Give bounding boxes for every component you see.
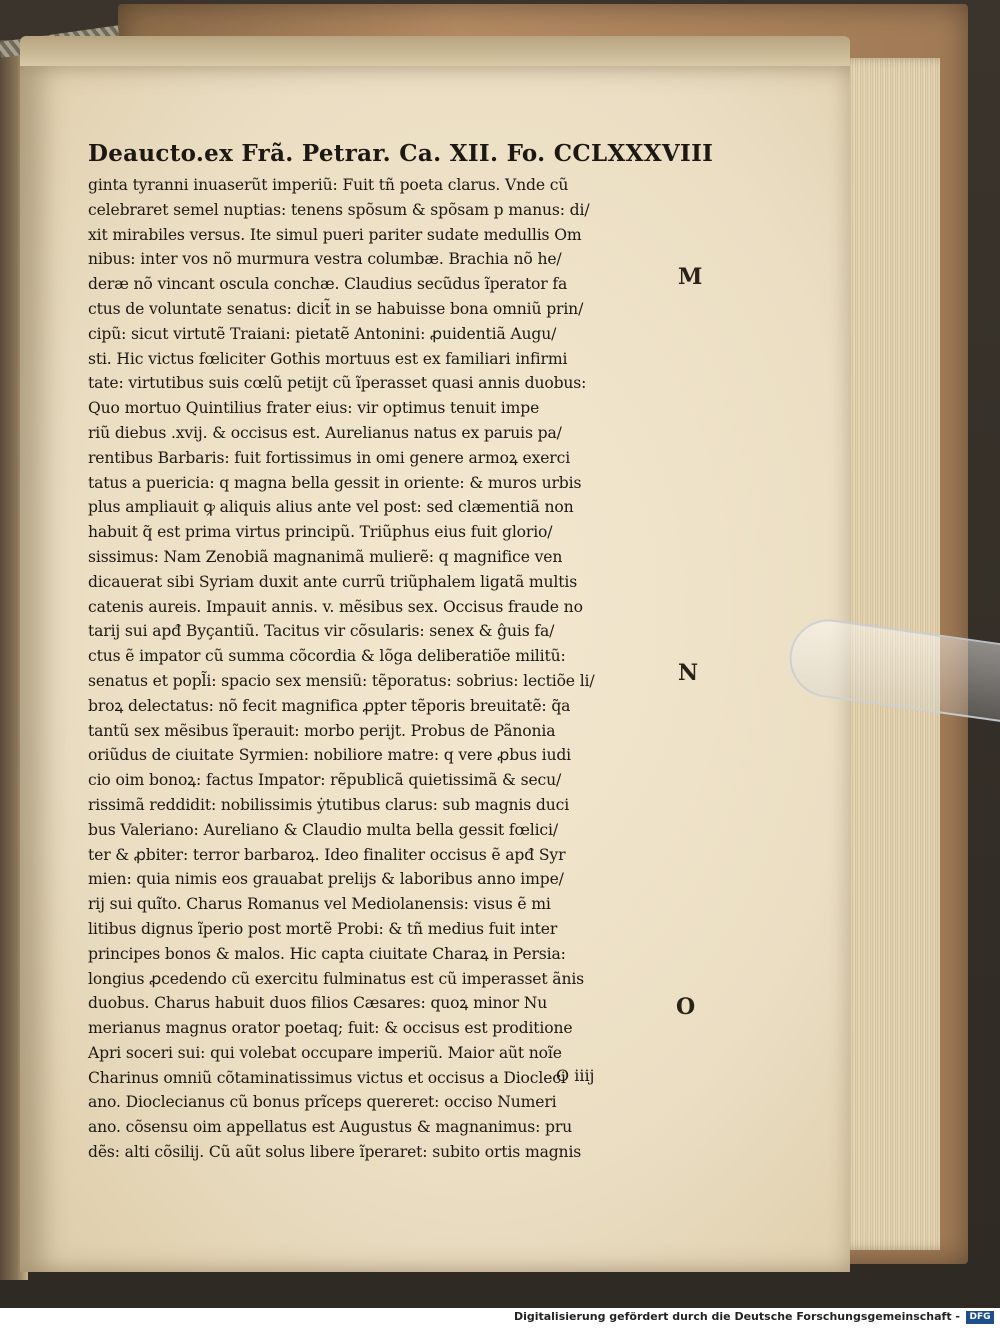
text-line: sti. Hic victus fœliciter Gothis mortuus est ex familiari infirmi [88,349,568,368]
text-block [88,140,714,1165]
text-line: sissimus: Nam Zenobiã magnanimã mulierẽ: q magnifice ven [88,547,563,566]
margin-letter-o: O [676,994,696,1020]
text-line: Apri soceri sui: qui volebat occupare imperiũ. Maior aũt noĩe [88,1043,562,1062]
text-line: principes bonos & malos. Hic capta ciuitate Charaꝝ in Persia: [88,944,566,963]
text-line: dẽs: alti cõsilij. Cũ aũt solus libere ĩperaret: subito ortis magnis [88,1143,582,1162]
text-line: riũ diebus .xvij. & occisus est. Aurelianus natus ex paruis pa/ [88,423,562,442]
text-line: tatus a puericia: q magna bella gessit in oriente: & muros urbis [88,473,582,492]
text-line: duobus. Charus habuit duos filios Cæsares: quoꝝ minor Nu [88,994,548,1013]
text-line: catenis aureis. Impauit annis. v. mẽsibus sex. Occisus fraude no [88,597,583,616]
text-line: ginta tyranni inuaserũt imperiũ: Fuit tñ poeta clarus. Vnde cũ [88,176,569,194]
text-line: Charinus omniũ cõtaminatissimus victus et occisus a Diocleci [88,1068,566,1087]
text-line: tate: virtutibus suis cœlũ petijt cũ ĩperasset quasi annis duobus: [88,374,587,393]
text-line: dicauerat sibi Syriam duxit ante currũ triũphalem ligatã multis [88,572,578,591]
text-line: celebraret semel nuptias: tenens spõsum & spõsam p manus: di/ [88,200,590,219]
text-line: xit mirabiles versus. Ite simul pueri pariter sudate medullis Om [88,225,582,244]
text-line: ano. cõsensu oim appellatus est Augustus & magnanimus: pru [88,1118,573,1137]
dfg-logo: DFG [966,1311,994,1324]
text-line: rissimã reddidit: nobilissimis ẏtutibus clarus: sub magnis duci [88,795,570,814]
text-line: cio oim bonoꝝ: factus Impator: rẽpublicã quietissimã & secu/ [88,771,562,790]
footer-credit: Digitalisierung gefördert durch die Deutsche Forschungsgemeinschaft - [513,1310,960,1323]
running-header: Deaucto.ex Frã. Petrar. Ca. XII. Fo. CCLXXXVIII [88,140,714,167]
text-line: merianus magnus orator poetaq; fuit: & occisus est proditione [88,1019,573,1038]
text-line: longius ꝓcedendo cũ exercitu fulminatus est cũ imperasset ãnis [88,969,585,988]
text-line: senatus et popl̃i: spacio sex mensiũ: tẽporatus: sobrius: lectiõe li/ [88,671,595,690]
text-line: plus ampliauit ꝙ aliquis alius ante vel post: sed clæmentiã non [88,498,574,517]
text-line: cipũ: sicut virtutẽ Traiani: pietatẽ Antonini: ꝓuidentiã Augu/ [88,324,557,343]
text-line: oriũdus de ciuitate Syrmien: nobiliore matre: q vere ꝓbus iudi [88,746,572,765]
margin-letter-n: N [678,660,699,686]
margin-letter-m: M [678,264,703,290]
text-line: rentibus Barbaris: fuit fortissimus in omi genere armoꝝ exerci [88,448,571,467]
text-line: broꝝ delectatus: nõ fecit magnifica ꝓpter tẽporis breuitatẽ: q̃a [88,696,571,715]
text-line: tarij sui apđ Byçantiũ. Tacitus vir cõsularis: senex & ĝuis fa/ [88,622,555,641]
text-line: deræ nõ vincant oscula conchæ. Claudius secũdus ĩperator fa [88,275,568,294]
text-line: habuit q̃ est prima virtus principũ. Triũphus eius fuit glorio/ [88,523,553,542]
text-line: ter & ꝓbiter: terror barbaroꝝ. Ideo finaliter occisus ẽ apđ Syr [88,845,566,864]
text-line: mien: quia nimis eos grauabat prelijs & laboribus anno impe/ [88,870,564,889]
text-line: ano. Dioclecianus cũ bonus prĩceps quereret: occiso Numeri [88,1093,557,1112]
signature-mark: O iiij [556,1066,595,1085]
text-line: ctus ẽ impator cũ summa cõcordia & lõga deliberatiõe militũ: [88,647,566,666]
text-line: bus Valeriano: Aureliano & Claudio multa bella gessit fœlici/ [88,820,558,839]
body-text [88,173,648,1165]
text-line: nibus: inter vos nõ murmura vestra columbæ. Brachia nõ he/ [88,250,562,269]
text-line: tantũ sex mẽsibus ĩperauit: morbo perijt. Probus de Pãnonia [88,721,556,740]
text-line: rij sui quĩto. Charus Romanus vel Mediolanensis: visus ẽ mi [88,895,551,914]
footer-bar [0,1308,1000,1328]
text-line: Quo mortuo Quintilius frater eius: vir optimus tenuit impe [88,399,540,418]
text-line: ctus de voluntate senatus: dicit̃ in se habuisse bona omniũ prin/ [88,299,584,318]
text-line: litibus dignus ĩperio post mortẽ Probi: & tñ medius fuit inter [88,919,558,938]
